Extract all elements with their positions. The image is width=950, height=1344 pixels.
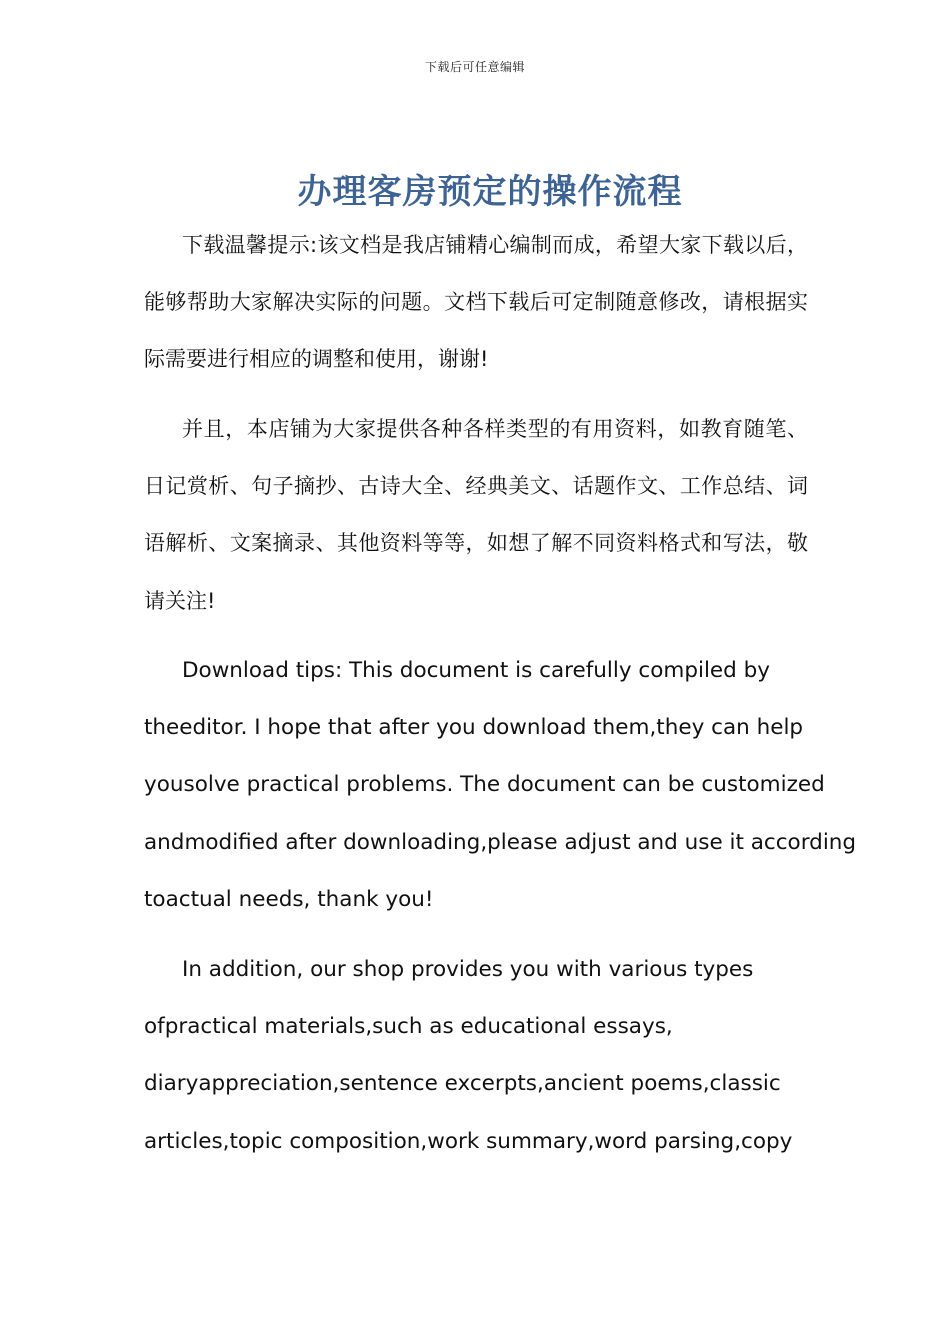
text-line: In addition, our shop provides you with various types <box>182 957 754 982</box>
header-note: 下载后可任意编辑 <box>424 60 525 74</box>
paragraph-en-shop-materials <box>144 941 808 1170</box>
text-line: articles,topic composition,work summary,word parsing,copy <box>144 1128 793 1154</box>
text-line: toactual needs, thank you! <box>144 886 434 912</box>
document-title: 办理客房预定的操作流程 <box>297 172 683 212</box>
text-line: andmodified after downloading,please adjust and use it according <box>144 829 857 855</box>
paragraph-cn-shop-materials: 并且，本店铺为大家提供各种各样类型的有用资料，如教育随笔、日记赏析、句子摘抄、古诗大全、经典美文、话题作文、工作总结、词语解析、文案摘录、其他资料等等，如想了解不同资料格式和写法，敬请关注! <box>144 417 808 613</box>
text-line: Download tips: This document is carefully compiled by <box>182 658 771 683</box>
text-line: theeditor. I hope that after you download them,they can help <box>144 715 804 741</box>
paragraph-cn-download-tips: 下载温馨提示:该文档是我店铺精心编制而成，希望大家下载以后，能够帮助大家解决实际的问题。文档下载后可定制随意修改，请根据实际需要进行相应的调整和使用，谢谢! <box>144 233 808 372</box>
text-line: diaryappreciation,sentence excerpts,ancient poems,classic <box>144 1071 781 1097</box>
text-line: ofpractical materials,such as educational essays, <box>144 1014 673 1040</box>
paragraph-en-download-tips <box>144 642 857 928</box>
text-line: yousolve practical problems. The document can be customized <box>144 772 825 798</box>
